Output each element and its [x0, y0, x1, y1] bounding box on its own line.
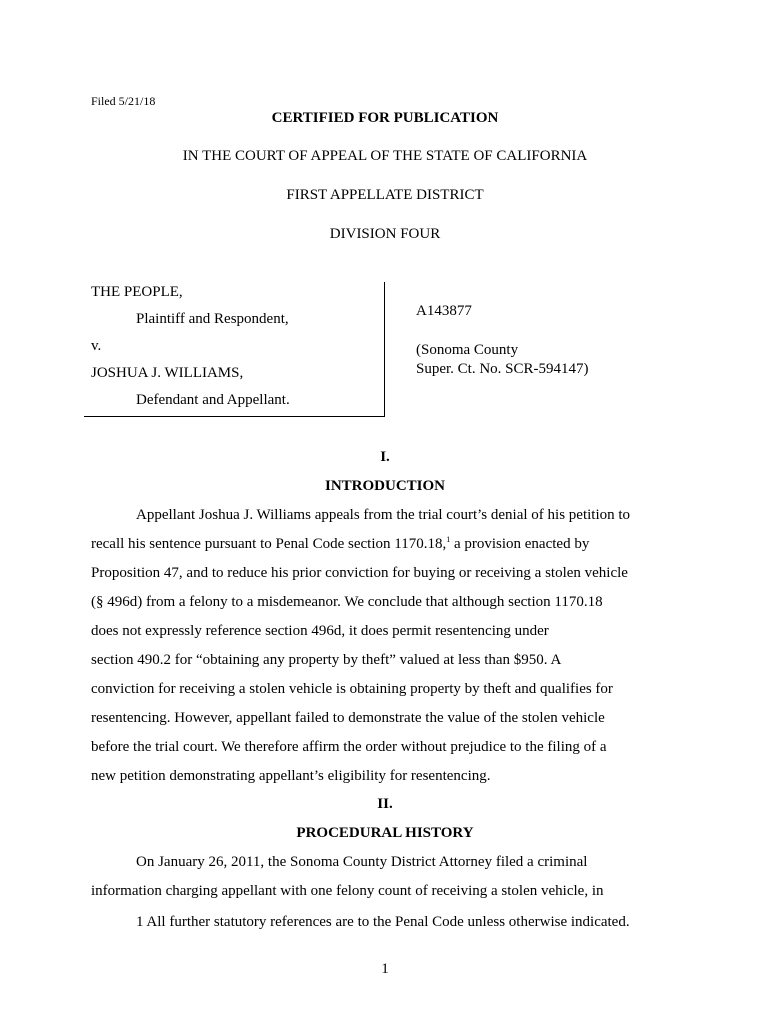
page-number: 1	[381, 961, 389, 977]
section-1-title: INTRODUCTION	[324, 478, 445, 494]
party-people-role: Plaintiff and Respondent,	[136, 311, 289, 327]
county-line-2: Super. Ct. No. SCR-594147)	[416, 361, 589, 377]
intro-line-8: resentencing. However, appellant failed to demonstrate the value of the stolen vehicle	[91, 710, 605, 726]
caption-vertical-rule	[384, 282, 385, 417]
intro-line-3: Proposition 47, and to reduce his prior conviction for buying or receiving a stolen vehicle	[91, 565, 628, 581]
court-heading: IN THE COURT OF APPEAL OF THE STATE OF CALIFORNIA	[182, 148, 588, 164]
intro-line-6: section 490.2 for “obtaining any property by theft” valued at less than $950. A	[91, 652, 562, 668]
versus: v.	[91, 338, 102, 354]
intro-line-9: before the trial court. We therefore affirm the order without prejudice to the filing of a	[91, 739, 607, 755]
division-heading: DIVISION FOUR	[329, 226, 441, 242]
history-line-1: On January 26, 2011, the Sonoma County District Attorney filed a criminal	[136, 854, 588, 870]
intro-line-2: recall his sentence pursuant to Penal Code section 1170.18,$^1$ a provision enacted by	[91, 535, 590, 552]
intro-line-1: Appellant Joshua J. Williams appeals from the trial court’s denial of his petition to	[136, 507, 631, 523]
section-2-number: II.	[377, 796, 393, 812]
intro-line-7: conviction for receiving a stolen vehicle is obtaining property by theft and qualifies for	[91, 681, 613, 697]
party-people: THE PEOPLE,	[91, 284, 183, 300]
certified-heading: CERTIFIED FOR PUBLICATION	[271, 110, 499, 126]
filed-date: Filed 5/21/18	[91, 94, 156, 108]
case-number: A143877	[416, 303, 472, 319]
intro-line-10: new petition demonstrating appellant’s eligibility for resentencing.	[91, 768, 491, 784]
district-heading: FIRST APPELLATE DISTRICT	[286, 187, 484, 203]
footnote-1: 1 All further statutory references are to the Penal Code unless otherwise indicated.	[136, 914, 630, 930]
intro-line-4: (§ 496d) from a felony to a misdemeanor. We conclude that although section 1170.18	[91, 594, 603, 610]
party-defendant-role: Defendant and Appellant.	[136, 392, 290, 408]
footnote-ref-1[interactable]: 1	[446, 535, 451, 544]
intro-line-5: does not expressly reference section 496d, it does permit resentencing under	[91, 623, 549, 639]
party-defendant: JOSHUA J. WILLIAMS,	[91, 365, 244, 381]
caption-horizontal-rule	[84, 416, 385, 417]
history-line-2: information charging appellant with one felony count of receiving a stolen vehicle, in	[91, 883, 604, 899]
county-line-1: (Sonoma County	[416, 342, 519, 358]
section-2-title: PROCEDURAL HISTORY	[296, 825, 474, 841]
section-1-number: I.	[380, 449, 390, 465]
